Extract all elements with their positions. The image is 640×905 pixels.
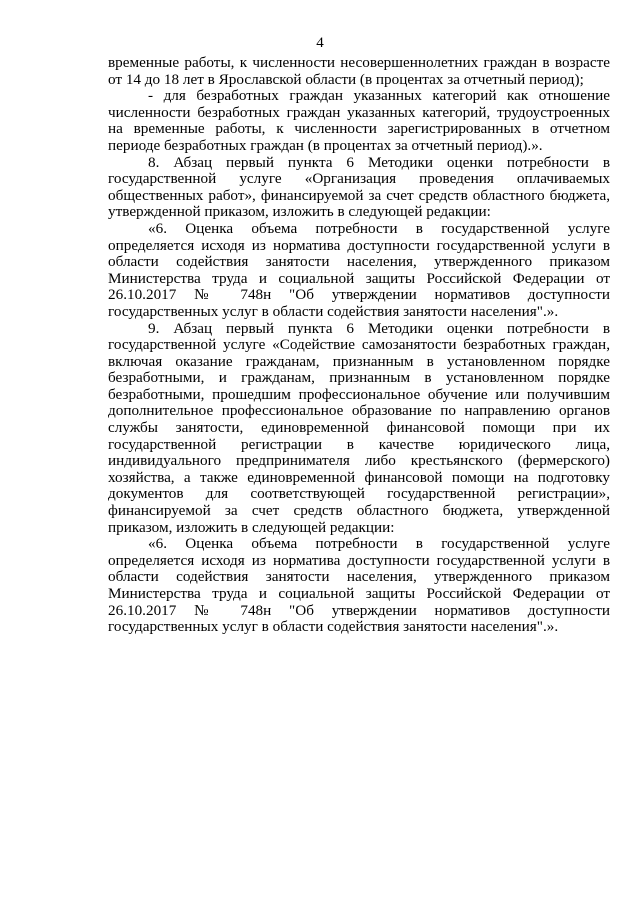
paragraph-continuation: временные работы, к численности несовершеннолетних граждан в возрасте от 14 до 18 лет в Ярославской области (в процентах за отчетный период);	[108, 54, 610, 88]
paragraph-item-8: 8. Абзац первый пункта 6 Методики оценки потребности в государственной услуге «Организация проведения оплачиваемых общественных работ», финансируемой за счет средств областного бюджета, утвержденной приказом, изложить в следующей редакции:	[108, 153, 610, 221]
paragraph-item-9: 9. Абзац первый пункта 6 Методики оценки потребности в государственной услуге «Содействие самозанятости безработных граждан, включая оказание гражданам, признанным в установленном порядке безработными, и гражданам, признанным в установленном порядке безработными, прошедшим профессиональное обучение или получившим дополнительное профессиональное образование по направлению органов службы занятости, единовременной финансовой помощи при их государственной регистрации в качестве юридического лица, индивидуального предпринимателя либо крестьянского (фермерского) хозяйства, а также единовременной финансовой помощи на подготовку документов для соответствующей государственной регистрации», финансируемой за счет средств областного бюджета, утвержденной приказом, изложить в следующей редакции:	[108, 319, 610, 536]
page-number: 4	[316, 35, 324, 51]
paragraph-unemployed-ratio: - для безработных граждан указанных категорий как отношение численности безработных граждан указанных категорий, трудоустроенных на временные работы, к численности зарегистрированных в отчетном периоде безработных граждан (в процентах за отчетный период).».	[108, 87, 610, 154]
document-body	[108, 55, 610, 636]
paragraph-item-9-quote: «6. Оценка объема потребности в государственной услуге определяется исходя из норматива доступности государственной услуги в области содействия занятости населения, утвержденного приказом Министерства труда и социальной защиты Российской Федерации от 26.10.2017 № 748н "Об утверждении нормативов доступности государственных услуг в области содействия занятости населения".».	[108, 535, 610, 636]
paragraph-item-8-quote: «6. Оценка объема потребности в государственной услуге определяется исходя из норматива доступности государственной услуги в области содействия занятости населения, утвержденного приказом Министерства труда и социальной защиты Российской Федерации от 26.10.2017 № 748н "Об утверждении нормативов доступности государственных услуг в области содействия занятости населения".».	[108, 219, 610, 320]
